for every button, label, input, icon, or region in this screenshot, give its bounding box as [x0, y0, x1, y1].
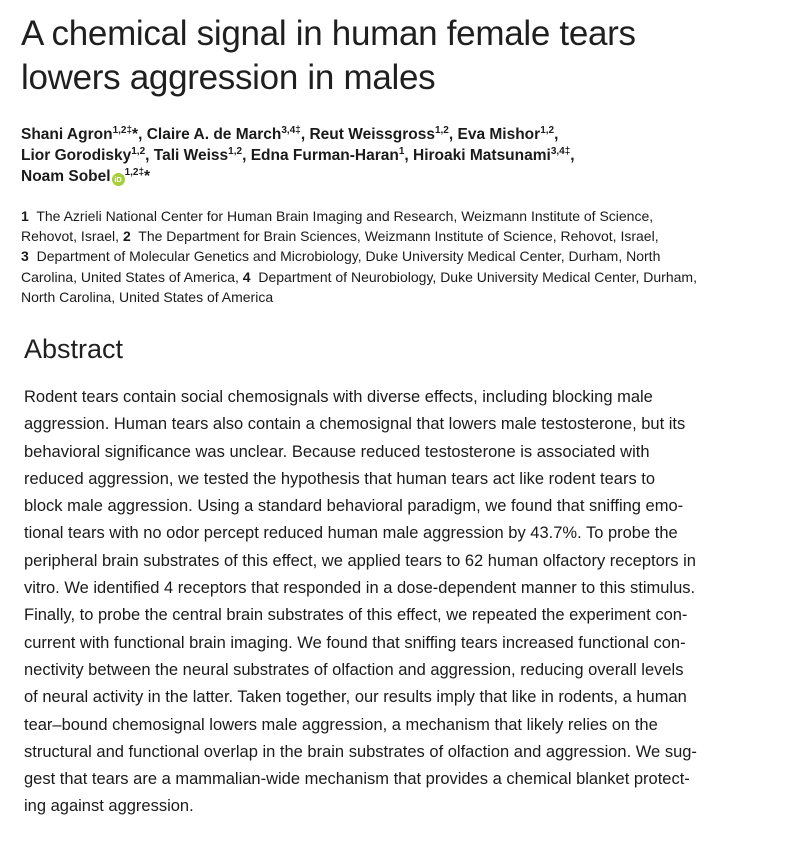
author-separator: ,	[570, 147, 575, 164]
title-line-2: lowers aggression in males	[21, 58, 436, 97]
affiliation-text: Department of Molecular Genetics and Microbiology, Duke University Medical Center, Durham, North	[36, 248, 661, 265]
abstract-line: Rodent tears contain social chemosignals with diverse effects, including blocking male	[24, 388, 653, 406]
affiliation-number: 2	[122, 228, 131, 245]
author-name[interactable]: Tali Weiss	[153, 147, 229, 164]
author-affil-sup: 1,2	[540, 124, 555, 136]
abstract-line: tear–bound chemosignal lowers male aggression, a mechanism that likely relies on the	[24, 715, 658, 734]
corresponding-mark: *	[132, 126, 139, 143]
author-affil-sup: 3,4‡	[550, 145, 571, 157]
author-separator: ,	[145, 147, 154, 164]
title-line-1: A chemical signal in human female tears	[21, 14, 636, 53]
affiliation-line	[21, 287, 781, 307]
affiliation-text: The Azrieli National Center for Human Brain Imaging and Research, Weizmann Institute of Science,	[36, 208, 654, 224]
abstract-body	[24, 384, 784, 821]
abstract-line: nectivity between the neural substrates of olfaction and aggression, reducing overall levels	[24, 660, 684, 679]
abstract-heading: Abstract	[24, 334, 124, 364]
affiliation-line	[21, 267, 781, 287]
author-affil-sup: 3,4‡	[281, 124, 301, 136]
abstract-line: peripheral brain substrates of this effect, we applied tears to 62 human olfactory receptors in	[24, 551, 696, 570]
author-affil-sup: 1,2	[228, 145, 243, 157]
author-affil-sup: 1,2	[131, 145, 146, 157]
abstract-line: reduced aggression, we tested the hypothesis that human tears act like rodent tears to	[24, 469, 656, 488]
affiliation-text: North Carolina, United States of America	[21, 288, 274, 305]
abstract-line: behavioral significance was unclear. Because reduced testosterone is associated with	[24, 442, 650, 461]
affiliation-line	[21, 206, 781, 226]
abstract-line: structural and functional overlap in the brain substrates of olfaction and aggression. We sug-	[24, 742, 697, 761]
abstract-line: gest that tears are a mammalian-wide mechanism that provides a chemical blanket protect-	[24, 770, 690, 789]
author-name[interactable]: Eva Mishor	[457, 126, 541, 143]
author-list	[21, 124, 771, 187]
abstract-line: aggression. Human tears also contain a chemosignal that lowers male testosterone, but its	[24, 415, 686, 434]
abstract-line: vitro. We identified 4 receptors that responded in a dose-dependent manner to this stimulus.	[24, 579, 696, 598]
author-separator: ,	[404, 147, 414, 164]
orcid-icon[interactable]: iD	[112, 173, 125, 186]
author-affil-sup: 1,2‡	[124, 166, 145, 178]
affiliation-text: Department of Neurobiology, Duke University Medical Center, Durham,	[258, 268, 697, 285]
author-name[interactable]: Shani Agron	[21, 126, 113, 143]
author-separator: ,	[554, 126, 559, 143]
affiliation-text: Carolina, United States of America,	[21, 268, 243, 285]
author-separator: ,	[138, 126, 147, 143]
author-separator: ,	[448, 126, 458, 143]
affiliation-number: 4	[242, 268, 251, 285]
author-affil-sup: 1	[398, 145, 405, 157]
affiliation-text: Rehovot, Israel,	[21, 228, 123, 245]
article-title	[21, 12, 761, 100]
abstract-line: current with functional brain imaging. We found that sniffing tears increased functional con-	[24, 633, 686, 652]
author-name[interactable]: Noam Sobel	[21, 168, 111, 185]
author-line-1	[21, 124, 771, 145]
affiliations	[21, 206, 781, 307]
author-affil-sup: 1,2‡	[112, 124, 133, 136]
author-name[interactable]: Reut Weissgross	[309, 126, 435, 143]
author-line-3	[21, 166, 771, 187]
affiliation-number: 1	[21, 208, 29, 224]
abstract-line: of neural activity in the latter. Taken together, our results imply that like in rodents, a human	[24, 688, 687, 707]
affiliation-line	[21, 246, 781, 266]
author-name[interactable]: Lior Gorodisky	[21, 147, 132, 164]
affiliation-text: The Department for Brain Sciences, Weizmann Institute of Science, Rehovot, Israel,	[138, 228, 659, 245]
abstract-line: block male aggression. Using a standard behavioral paradigm, we found that sniffing emo-	[24, 497, 684, 516]
author-affil-sup: 1,2	[434, 124, 449, 136]
author-separator: ,	[300, 126, 310, 143]
author-name[interactable]: Hiroaki Matsunami	[413, 147, 551, 164]
author-name[interactable]: Claire A. de March	[146, 126, 282, 143]
author-separator: ,	[242, 147, 251, 164]
affiliation-line	[21, 226, 781, 246]
abstract-line: ing against aggression.	[24, 797, 194, 816]
author-name[interactable]: Edna Furman-Haran	[250, 147, 399, 164]
corresponding-mark: *	[144, 168, 151, 185]
abstract-line: Finally, to probe the central brain substrates of this effect, we repeated the experiment con-	[24, 606, 688, 625]
affiliation-number: 3	[21, 248, 29, 265]
abstract-line: tional tears with no odor percept reduced human male aggression by 43.7%. To probe the	[24, 524, 678, 543]
author-line-2	[21, 145, 771, 166]
